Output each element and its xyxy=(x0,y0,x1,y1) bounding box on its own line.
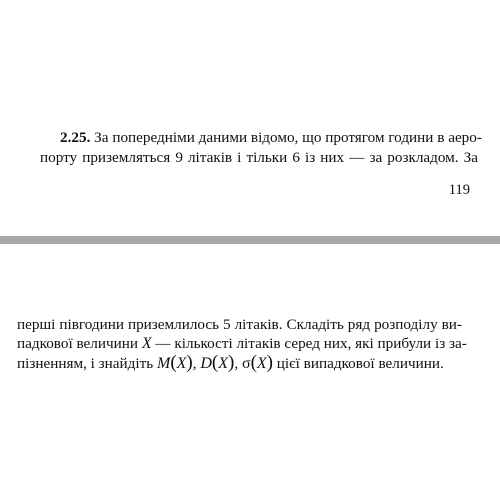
problem-line-1 xyxy=(60,128,482,148)
page-divider xyxy=(0,236,500,244)
problem-text-2: порту приземляться 9 літаків і тільки 6 із них — за розкладом. За xyxy=(40,149,478,166)
problem-text-1: За попередніми даними відомо, що протягом години в аеро- xyxy=(90,129,482,146)
variance-formula: D(X) xyxy=(200,352,235,373)
problem-number: 2.25. xyxy=(60,129,91,146)
continuation-text-2b: — кількості літаків серед них, які прибули із за- xyxy=(155,335,467,352)
continuation-text-1: перші півгодини приземлилось 5 літаків. Складіть ряд розподілу ви- xyxy=(17,316,462,333)
continuation-text-3b: цієї випадкової величини. xyxy=(276,355,444,372)
continuation-line-2 xyxy=(17,334,467,354)
continuation-line-3 xyxy=(17,354,444,374)
continuation-text-2a: падкової величини xyxy=(17,335,139,352)
problem-line-2 xyxy=(40,148,478,168)
continuation-line-1 xyxy=(17,315,462,335)
page-number: 119 xyxy=(448,182,470,198)
expected-value-formula: M(X) xyxy=(156,352,193,373)
comma-1: , xyxy=(192,355,201,372)
variable-x: X xyxy=(141,335,152,352)
comma-2: , xyxy=(234,355,242,372)
std-deviation-formula: σ(X) xyxy=(241,352,273,373)
continuation-text-3a: пізненням, і знайдіть xyxy=(17,355,154,372)
